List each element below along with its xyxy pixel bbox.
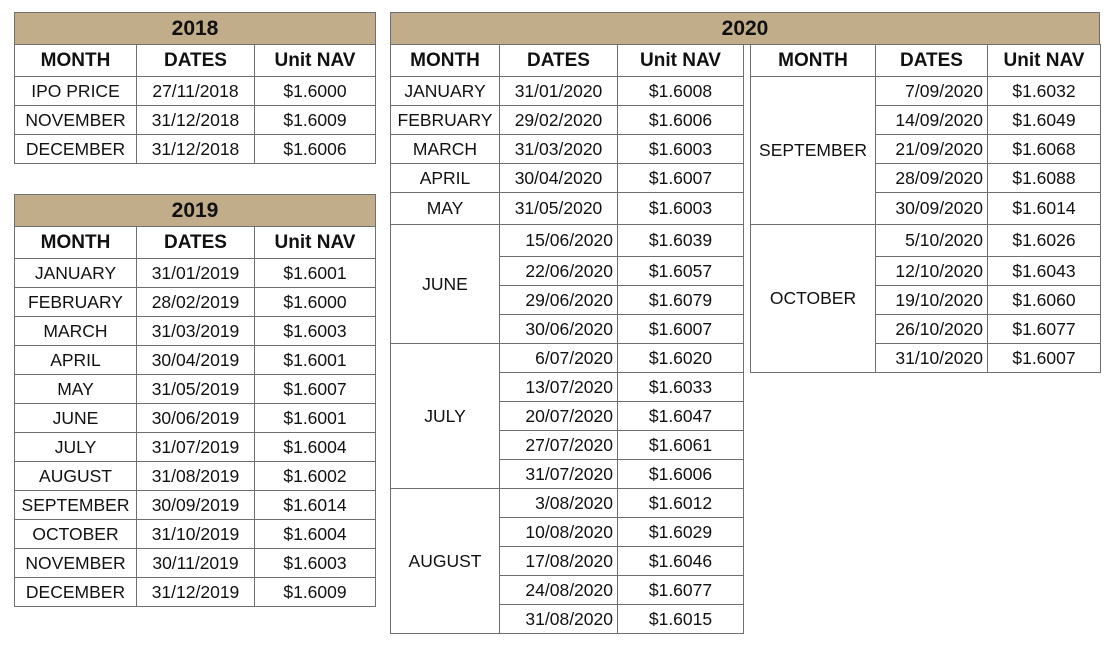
nav-value-cell: $1.6008 [618, 77, 744, 106]
table-row [391, 489, 744, 518]
month-cell: JUNE [391, 225, 500, 344]
nav-value-cell: $1.6047 [618, 402, 744, 431]
date-cell: 30/04/2019 [137, 346, 255, 375]
nav-value-cell: $1.6001 [255, 346, 376, 375]
nav-value-cell: $1.6026 [988, 225, 1101, 257]
date-cell: 31/01/2019 [137, 259, 255, 288]
date-cell: 10/08/2020 [500, 518, 618, 547]
month-cell: AUGUST [15, 462, 137, 491]
nav-value-cell: $1.6009 [255, 106, 376, 135]
month-cell: DECEMBER [15, 578, 137, 607]
nav-table-2019 [14, 194, 376, 607]
date-cell: 21/09/2020 [876, 135, 988, 164]
table-row [391, 225, 744, 257]
nav-value-cell: $1.6049 [988, 106, 1101, 135]
nav-value-cell: $1.6000 [255, 77, 376, 106]
date-cell: 31/12/2018 [137, 106, 255, 135]
month-cell: MARCH [391, 135, 500, 164]
date-cell: 29/06/2020 [500, 286, 618, 315]
table-row [751, 77, 1101, 106]
table-row [751, 225, 1101, 257]
nav-value-cell: $1.6033 [618, 373, 744, 402]
nav-table-2020-left [390, 44, 744, 634]
table-row [15, 375, 376, 404]
nav-value-cell: $1.6007 [618, 315, 744, 344]
nav-value-cell: $1.6068 [988, 135, 1101, 164]
nav-value-cell: $1.6061 [618, 431, 744, 460]
column-header-month: MONTH [391, 45, 500, 77]
nav-value-cell: $1.6009 [255, 578, 376, 607]
date-cell: 31/08/2019 [137, 462, 255, 491]
date-cell: 31/12/2018 [137, 135, 255, 164]
date-cell: 30/09/2019 [137, 491, 255, 520]
date-cell: 7/09/2020 [876, 77, 988, 106]
month-cell: OCTOBER [751, 225, 876, 373]
date-cell: 5/10/2020 [876, 225, 988, 257]
month-cell: APRIL [391, 164, 500, 193]
month-cell: DECEMBER [15, 135, 137, 164]
month-cell: JULY [391, 344, 500, 489]
nav-value-cell: $1.6020 [618, 344, 744, 373]
column-header-nav: Unit NAV [255, 227, 376, 259]
column-header-nav: Unit NAV [988, 45, 1101, 77]
table-title: 2018 [15, 13, 376, 45]
month-cell: JULY [15, 433, 137, 462]
table-row [15, 346, 376, 375]
date-cell: 30/04/2020 [500, 164, 618, 193]
table-row [15, 77, 376, 106]
date-cell: 27/11/2018 [137, 77, 255, 106]
date-cell: 30/06/2019 [137, 404, 255, 433]
nav-value-cell: $1.6014 [988, 193, 1101, 225]
date-cell: 14/09/2020 [876, 106, 988, 135]
column-header-dates: DATES [500, 45, 618, 77]
nav-value-cell: $1.6012 [618, 489, 744, 518]
nav-value-cell: $1.6003 [618, 135, 744, 164]
month-cell: FEBRUARY [391, 106, 500, 135]
table-row [15, 259, 376, 288]
nav-value-cell: $1.6057 [618, 257, 744, 286]
column-header-month: MONTH [751, 45, 876, 77]
date-cell: 20/07/2020 [500, 402, 618, 431]
month-cell: JUNE [15, 404, 137, 433]
nav-table-2018 [14, 12, 376, 164]
table-row [15, 433, 376, 462]
date-cell: 13/07/2020 [500, 373, 618, 402]
column-header-dates: DATES [876, 45, 988, 77]
nav-value-cell: $1.6003 [255, 317, 376, 346]
date-cell: 31/10/2020 [876, 344, 988, 373]
nav-value-cell: $1.6006 [255, 135, 376, 164]
nav-value-cell: $1.6003 [618, 193, 744, 225]
nav-table-2020-title [390, 12, 1100, 45]
date-cell: 31/12/2019 [137, 578, 255, 607]
month-cell: APRIL [15, 346, 137, 375]
nav-value-cell: $1.6006 [618, 106, 744, 135]
month-cell: FEBRUARY [15, 288, 137, 317]
table-row [391, 193, 744, 225]
month-cell: MARCH [15, 317, 137, 346]
date-cell: 31/10/2019 [137, 520, 255, 549]
month-cell: SEPTEMBER [751, 77, 876, 225]
date-cell: 26/10/2020 [876, 315, 988, 344]
date-cell: 22/06/2020 [500, 257, 618, 286]
month-cell: IPO PRICE [15, 77, 137, 106]
nav-value-cell: $1.6004 [255, 520, 376, 549]
nav-value-cell: $1.6029 [618, 518, 744, 547]
nav-value-cell: $1.6077 [988, 315, 1101, 344]
date-cell: 31/05/2020 [500, 193, 618, 225]
date-cell: 28/09/2020 [876, 164, 988, 193]
column-header-dates: DATES [137, 227, 255, 259]
nav-value-cell: $1.6077 [618, 576, 744, 605]
date-cell: 31/07/2019 [137, 433, 255, 462]
date-cell: 31/07/2020 [500, 460, 618, 489]
month-cell: SEPTEMBER [15, 491, 137, 520]
date-cell: 27/07/2020 [500, 431, 618, 460]
nav-value-cell: $1.6046 [618, 547, 744, 576]
table-row [15, 549, 376, 578]
nav-value-cell: $1.6014 [255, 491, 376, 520]
nav-value-cell: $1.6001 [255, 404, 376, 433]
table-row [391, 164, 744, 193]
month-cell: NOVEMBER [15, 549, 137, 578]
month-cell: MAY [15, 375, 137, 404]
date-cell: 31/03/2019 [137, 317, 255, 346]
nav-value-cell: $1.6079 [618, 286, 744, 315]
nav-value-cell: $1.6088 [988, 164, 1101, 193]
table-row [391, 77, 744, 106]
nav-table-2020-right [750, 44, 1101, 373]
nav-value-cell: $1.6007 [255, 375, 376, 404]
nav-value-cell: $1.6007 [988, 344, 1101, 373]
date-cell: 19/10/2020 [876, 286, 988, 315]
date-cell: 17/08/2020 [500, 547, 618, 576]
table-row [391, 344, 744, 373]
nav-value-cell: $1.6006 [618, 460, 744, 489]
date-cell: 12/10/2020 [876, 257, 988, 286]
table-row [15, 578, 376, 607]
date-cell: 31/01/2020 [500, 77, 618, 106]
column-header-nav: Unit NAV [618, 45, 744, 77]
date-cell: 30/09/2020 [876, 193, 988, 225]
month-cell: NOVEMBER [15, 106, 137, 135]
date-cell: 6/07/2020 [500, 344, 618, 373]
nav-value-cell: $1.6001 [255, 259, 376, 288]
date-cell: 31/03/2020 [500, 135, 618, 164]
column-header-month: MONTH [15, 45, 137, 77]
nav-value-cell: $1.6004 [255, 433, 376, 462]
column-header-dates: DATES [137, 45, 255, 77]
month-cell: OCTOBER [15, 520, 137, 549]
nav-value-cell: $1.6043 [988, 257, 1101, 286]
table-row [15, 106, 376, 135]
table-row [15, 288, 376, 317]
nav-value-cell: $1.6000 [255, 288, 376, 317]
date-cell: 15/06/2020 [500, 225, 618, 257]
month-cell: JANUARY [391, 77, 500, 106]
table-row [15, 520, 376, 549]
table-title: 2020 [391, 13, 1100, 45]
table-row [15, 491, 376, 520]
table-row [15, 404, 376, 433]
month-cell: MAY [391, 193, 500, 225]
nav-value-cell: $1.6032 [988, 77, 1101, 106]
date-cell: 24/08/2020 [500, 576, 618, 605]
table-row [15, 462, 376, 491]
table-row [15, 135, 376, 164]
nav-value-cell: $1.6002 [255, 462, 376, 491]
nav-value-cell: $1.6015 [618, 605, 744, 634]
table-row [391, 106, 744, 135]
date-cell: 30/11/2019 [137, 549, 255, 578]
nav-value-cell: $1.6039 [618, 225, 744, 257]
nav-value-cell: $1.6060 [988, 286, 1101, 315]
date-cell: 31/08/2020 [500, 605, 618, 634]
column-header-month: MONTH [15, 227, 137, 259]
nav-value-cell: $1.6007 [618, 164, 744, 193]
date-cell: 3/08/2020 [500, 489, 618, 518]
date-cell: 30/06/2020 [500, 315, 618, 344]
column-header-nav: Unit NAV [255, 45, 376, 77]
month-cell: AUGUST [391, 489, 500, 634]
table-row [15, 317, 376, 346]
table-row [391, 135, 744, 164]
date-cell: 28/02/2019 [137, 288, 255, 317]
date-cell: 29/02/2020 [500, 106, 618, 135]
date-cell: 31/05/2019 [137, 375, 255, 404]
table-title: 2019 [15, 195, 376, 227]
nav-value-cell: $1.6003 [255, 549, 376, 578]
month-cell: JANUARY [15, 259, 137, 288]
